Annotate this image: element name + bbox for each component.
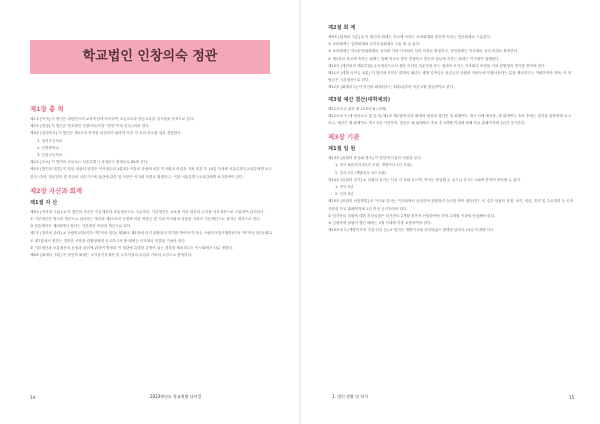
article-paragraph: 제4조 [주소] 이 법인의 사무소는 서울특별시 서대문구 충정로로 65에 둔다. — [30, 160, 149, 165]
chapter-heading: 제2장 자산과 회계 — [30, 186, 83, 195]
section-heading: 제3절 예산 결산(대학제외) — [328, 96, 391, 103]
list-item: 2. 인창중학교 — [37, 145, 59, 150]
article-paragraph: ③ 보통재산은 제2항에서 정하는 기본재산 이외의 재산으로 한다. — [30, 224, 132, 229]
left-running-footer: 2023학년도 학교현황 다이얼 — [150, 394, 202, 399]
article-paragraph: 제12조의 2 내지 제 12조의 6 (삭제) — [328, 106, 387, 111]
section-heading: 제1절 임 원 — [328, 146, 356, 153]
right-running-footer: 1. 법인 현황 및 학칙 — [332, 394, 368, 399]
list-item: 2. 감사 2인 (개방감사 1인 포함) — [335, 170, 387, 175]
article-paragraph: 제12조 [회계년도] 이 법인의 회계년도는 3월1일부터 익년 2월 말일까지로 한다. — [328, 85, 455, 90]
list-item: 1. 성지초등학교 — [37, 138, 63, 143]
section-heading: 제2절 회 계 — [328, 25, 356, 31]
article-paragraph: 제11조 [세계 잉여금 처분] 이 법인에 속하는 회계의 매년도 세계 잉여금은 차입금의 상환과 적립도에 이월사용하는 분을 제외하고는 적립하여야 하며, 이 적립금은 기본재산으로 한다. — [328, 71, 572, 83]
page-title: 학교법인 인창의숙 정관 — [82, 49, 218, 64]
article-paragraph: ② 기본재산은 별도의 재산으로 관리하는 재산과 제11조의 규정에 의한 적립금 및 기타 이사회의 의결을 거쳐서 기본재산으로 정하는 재산으로 한다. — [30, 217, 261, 222]
article-paragraph: 제15조 [임원의 선임방법] ① 이사와 감사는 이사회에서 선임하여 관할청의 승인을 받아 취임한다. 이 경우 임원의 성명, 나이, 직업, 현직 및 주요경력 등 인적사항을 학교 홈페이지에 1년 이상 공시하여야 한다. — [328, 199, 574, 211]
right-page-body — [328, 20, 574, 234]
list-item: 1. 이사 5년 — [335, 185, 354, 190]
left-page-body — [30, 104, 274, 259]
article-paragraph: 제7조 [재산의 관리] ① 사립학교법(이하 "법"이라 한다) 제28조 제1항에 의거 관할청의 허가를 받아야 하거나, 사립학교법시행령(이하 "영"이라 한다)제11조 제7항에서 정하는 경미한 사항을 관할청에게 신고하고자 할 때에는 이사회의 의결을 거쳐야 한다. — [30, 231, 273, 243]
article-paragraph: 제6조 [자산의 구분] ① 이 법인의 자산은 기본재산과 보통재산으로 구분하되, 기본재산은 교육용 기본 재산과 수익용 기본재산으로 구분하여 관리한다. — [30, 209, 265, 214]
article-paragraph: 제3조 [설치학교] 이 법인은 제1조의 목적을 달성하기 위하여 다음 각 호의 학교를 설치 경영한다. — [30, 131, 182, 136]
left-page-number: 14 — [30, 395, 36, 400]
article-paragraph: 제10조 [재산의의 재무부담] 수익재산으로서 정한 이외의 의무부담 또는 권리의 포기는 이사회의 의결을 거쳐 관할청의 허가를 받아야 한다. — [328, 63, 546, 68]
list-item: 3. 인창고등학교 — [37, 153, 63, 158]
list-item: 2. 감사 3년 — [335, 192, 354, 197]
title-band — [30, 40, 270, 74]
section-heading: 제1절 자 산 — [30, 199, 58, 206]
list-item: 1. 이사 8인(이사장1인 포함, 개방이사 2인 포함) — [335, 163, 412, 168]
right-page-number: 15 — [568, 395, 574, 400]
article-paragraph: 제2조 [명칭] 이 법인은 학교법인 인창의숙(이하 "법인"이라 한다.)이라 한다. — [30, 124, 150, 129]
article-paragraph: ② 임기만료 임원에 대한 후임임원은 임기만료 2개월 전까지 선임하여야 하며, 2개월 이내에 선임해야 한다. — [328, 213, 496, 218]
right-page — [300, 0, 600, 424]
article-paragraph: ② 교비회계는 일반회계와 수익사업회계로 구분 할 수 있다. — [328, 42, 421, 47]
article-paragraph: ② 기본재산과 보통재산의 운영과 관리에 관하여 별정과 이 정관에 특별한 규정이 있는 경우를 제외하고는 이사회에서 따로 정한다. — [30, 245, 234, 250]
article-paragraph: 제8조 [회계의 구분] 이 법인의 회계는 수익용기본재산 및 수익사업의 수입과 기타의 수입으로 충당한다. — [30, 253, 193, 258]
article-paragraph: ③ 임원중에 결원이 생긴 때에는 2월 이내에 이를 보충하여야 한다. — [328, 221, 432, 226]
article-paragraph: 제12조의 7 [예·결산보고 및 공시] 제1조 제1항에 의한 회계의 예산과 결산은 법 회계연도 개시 전에 예산을, 매 회계연도 종료 후에는 결산을 관할청에 보고하고, 예산은 매 회계연도 개시 5일 이전까지, 결산은 매 회계연도 종료 후 3개월 이내에 당해 학교 홈페이지에 1년간 공시한다. — [328, 113, 571, 126]
article-paragraph: ③ 교비회계는 학교운영위원회의 심의를 거쳐 이사회의 심의 의결로 확정하고, 법인회계는 이사회의 심의 의결로 확정한다. — [328, 49, 519, 54]
chapter-heading: 제1장 총 칙 — [30, 105, 64, 113]
article-paragraph: 제5조 [법인의 변경] 이 법인 정관의 변경은 이사정수의 3분의2 이상의 찬성에 의한 이사회의 의결을 거쳐 변경 후 14일 이내에 서울특별시교육감에게 보고한다. 다만, 학교법인 및 학교의 사무기구에 정관에 관한 설 사항은 이사회 의결로 확정하고, 이를 서울특별시교육감에게 보고하여야 한다. — [30, 167, 272, 179]
chapter-heading: 제3장 기관 — [328, 133, 360, 142]
article-paragraph: 제9조 [회계의 구분] ① 이 법인의 회계는 학교에 속하는 교비회계와 법인에 속하는 법인회계로 구분한다. — [328, 35, 492, 39]
article-paragraph: 제15조의 2 [개방이사의 추천·선임 등] ① 법인은 개방이사와 선임되었으 발생한 날부터 15일 이내에 이사 — [328, 228, 494, 233]
article-paragraph: ④ 제1항의 학교에 속하는 회계는 당해 학교의 장이 집행하고 법인의 업무에 속하는 회계는 이사장이 집행한다. — [328, 56, 500, 61]
article-paragraph: 제1조 [목적] 이 법인은 대한민국의 교육이념에 의거하여 초등교육과 중등교육을 실시함을 목적으로 한다. — [30, 117, 195, 121]
article-paragraph: 제14조 [임원의 임기] ① 임원의 임기는 다음 각 호와 같으며, 이사는 중임할 수 있으나 감사는 1회에 한하여 중임할 수 있다. — [328, 177, 522, 182]
article-paragraph: 제13조 [임원의 종류와 정수] 이 법인에 다음의 임원을 둔다. — [328, 156, 423, 161]
